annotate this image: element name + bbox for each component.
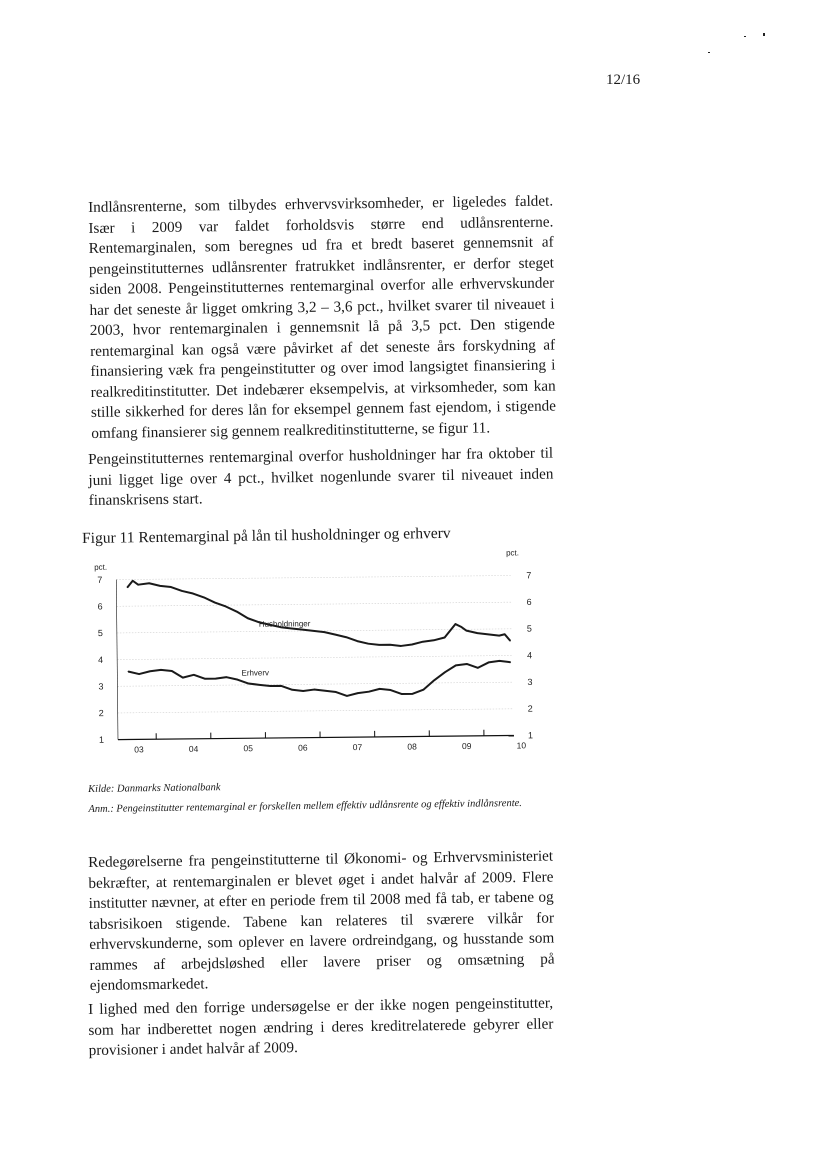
y-tick-label-left: 5 (97, 628, 103, 639)
page-number: 12/16 (606, 72, 641, 88)
scan-speck (708, 52, 710, 53)
series-line-erhverv (128, 661, 511, 698)
y-tick-label-left: 2 (98, 708, 104, 719)
x-axis-line (118, 735, 514, 739)
figure-note: Anm.: Pengeinstitutter rentemarginal er forskellen mellem effektiv udlånsrente og effektiv indlånsrente. (88, 797, 522, 815)
body-paragraph: I lighed med den forrige undersøgelse er der ikke nogen pengeinstitutter, som har indberettet nogen ændring i deres kreditrelaterede gebyrer eller provisioner i andet halvår af 2009. (88, 994, 554, 1059)
y-tick-label-left: 4 (98, 654, 104, 665)
series (127, 576, 512, 699)
gridline (117, 682, 513, 686)
series-label: Erhverv (241, 668, 270, 678)
body-paragraph: Redegørelserne fra pengeinstitutterne til Økonomi- og Erhvervsministeriet bekræfter, at rentemarginalen er blevet øget i andet halvår af 2009. Flere institutter nævner, at efter en periode frem til 2008 med få tab, er tabene og tabsrisikoen stigende. Tabene kan relateres til sværere vilkår for erhvervskunderne, som oplever en lavere ordreindgang, og husstande som rammes af arbejdsløshed eller lavere priser og omsætning på ejendomsmarkedet. (88, 847, 555, 994)
figure-source: Kilde: Danmarks Nationalbank (88, 782, 221, 795)
gridline (116, 575, 512, 579)
body-paragraph: Indlånsrenterne, som tilbydes erhvervsvirksomheder, er ligeledes faldet. Især i 2009 var faldet forholdsvis større end udlånsrenterne. Rentemarginalen, som beregnes ud fra et bredt baseret gennemsnit af pengeinstitutternes udlånsrenter fratrukket indlånsrenter, er derfor steget siden 2008. Pengeinstitutternes rentemarginal overfor alle erhvervskunder har det seneste år ligget omkring 3,2 – 3,6 pct., hvilket svarer til niveauet i 2003, hvor rentemarginalen i gennemsnit lå på 3,5 pct. Den stigende rentemarginal kan også være påvirket af det seneste års forskydning af finansiering væk fra pengeinstitutter og over imod langsigtet finansiering i realkreditinstitutter. Det indebærer eksempelvis, at virksomheder, som kan stille sikkerhed for deres lån for eksempel gennem fast ejendom, i stigende omfang finansierer sig gennem realkreditinstitutterne, se figur 11. (88, 192, 557, 442)
grid (116, 575, 513, 712)
x-tick-label: 04 (188, 743, 199, 754)
body-paragraph: Pengeinstitutternes rentemarginal overfor husholdninger har fra oktober til juni ligget lige over 4 pct., hvilket nogenlunde svarer til niveauet inden finanskrisens start. (88, 444, 554, 509)
x-tick-label: 08 (407, 741, 417, 752)
y-tick-label-right: 1 (527, 730, 534, 741)
y-tick-label-left: 3 (98, 681, 104, 692)
y-tick-label-left: 1 (98, 734, 105, 745)
x-tick-label: 03 (134, 744, 144, 755)
x-tick-label: 10 (516, 740, 527, 751)
y-tick-label-left: 7 (97, 574, 103, 585)
y-tick-label-right: 4 (527, 650, 533, 661)
y-tick-label-right: 3 (527, 676, 533, 687)
y-tick-label-left: 6 (97, 601, 103, 612)
y-tick-label-right: 7 (526, 570, 532, 581)
line-chart (80, 545, 542, 760)
y-unit-label-right: pct. (506, 548, 520, 558)
scan-speck (763, 33, 765, 36)
series-label: Husholdninger (258, 619, 311, 629)
y-unit-label-left: pct. (94, 562, 108, 572)
y-tick-label-right: 6 (526, 596, 532, 607)
figure-title: Figur 11 Rentemarginal på lån til husholdninger og erhverv (82, 524, 451, 547)
x-tick-label: 06 (298, 742, 308, 753)
gridline (117, 655, 513, 659)
figure-chart (80, 545, 542, 760)
series-line-husholdninger (127, 577, 510, 649)
y-tick-label-right: 2 (527, 703, 533, 714)
axes (94, 548, 533, 755)
y-tick-label-right: 5 (526, 623, 532, 634)
gridline (118, 709, 514, 713)
scan-speck (744, 36, 746, 37)
x-tick-label: 09 (461, 740, 472, 752)
x-tick-label: 07 (352, 742, 363, 753)
figure-notes (88, 773, 559, 820)
x-tick-label: 05 (243, 743, 254, 754)
gridline (117, 602, 513, 606)
